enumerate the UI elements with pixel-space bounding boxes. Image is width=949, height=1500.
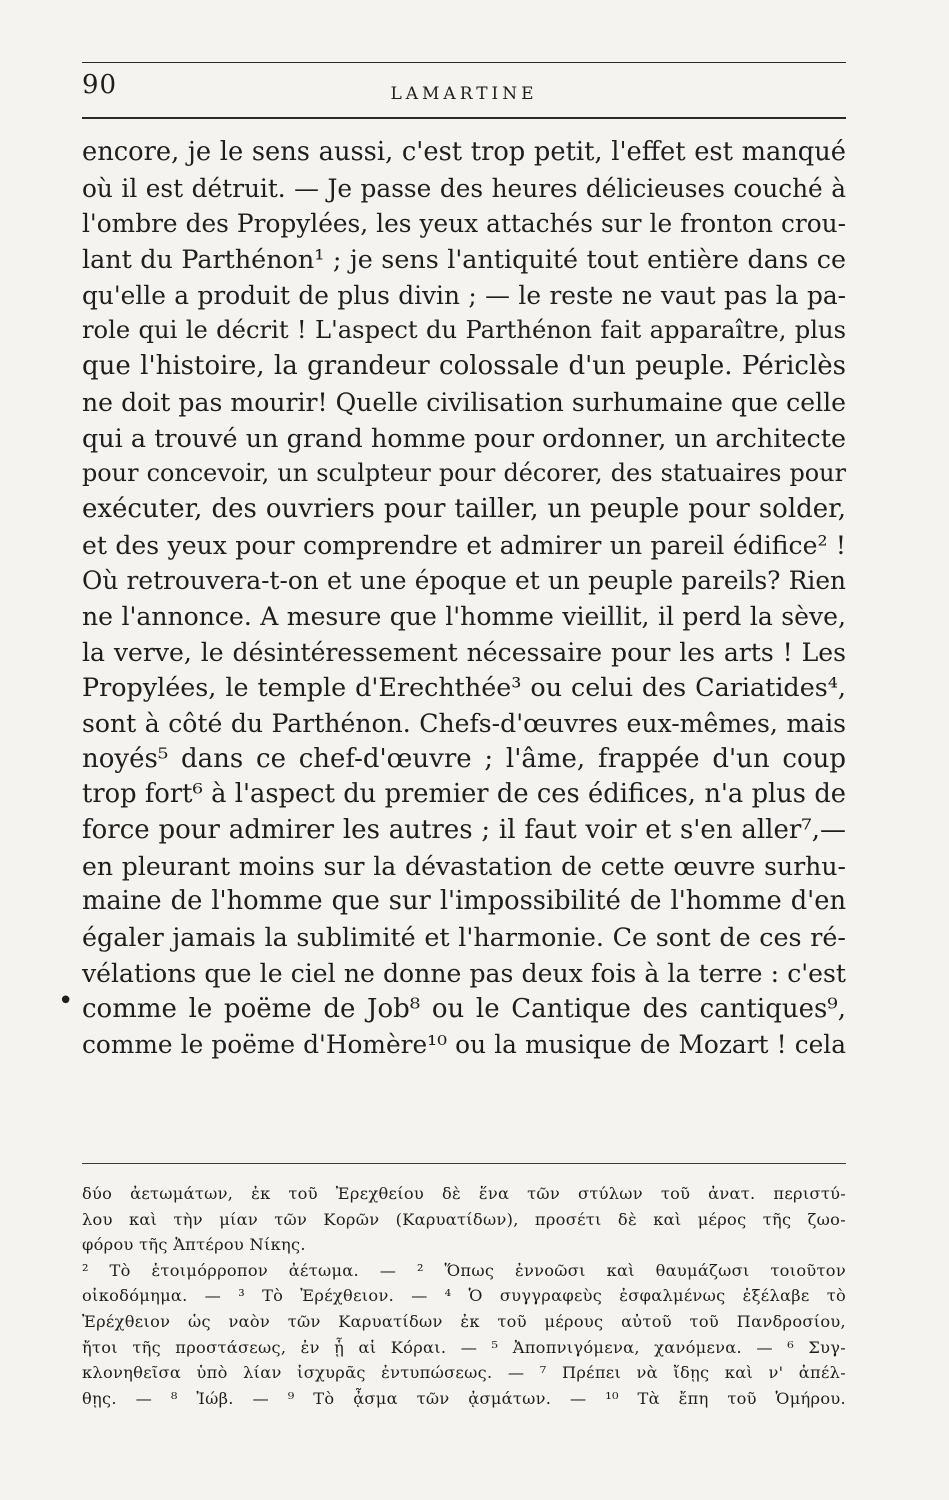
- body-line: Où retrouvera-t-on et une époque et un peuple pareils? Rien: [82, 566, 846, 596]
- page-number: 90: [82, 70, 118, 100]
- body-line: sont à côté du Parthénon. Chefs-d'œuvres eux-mêmes, mais: [82, 709, 846, 738]
- body-line: role qui le décrit ! L'aspect du Parthénon fait apparaître, plus: [82, 316, 846, 345]
- body-line: force pour admirer les autres ; il faut voir et s'en aller⁷,—: [82, 815, 846, 846]
- footnote-line: λου καὶ τὴν μίαν τῶν Κορῶν (Καρυατίδων), προσέτι δὲ καὶ μέρος τῆς ζωο-: [82, 1209, 846, 1229]
- body-line: Propylées, le temple d'Erechthée³ ou celui des Cariatides⁴,: [82, 672, 846, 703]
- body-line: vélations que le ciel ne donne pas deux fois à la terre : c'est: [82, 958, 846, 988]
- footnote-line: δύο ἀετωμάτων, ἐκ τοῦ Ἐρεχθείου δὲ ἕνα τῶν στύλων τοῦ ἀνατ. περιστύ-: [82, 1184, 846, 1203]
- body-line: qu'elle a produit de plus divin ; — le reste ne vaut pas la pa-: [82, 280, 846, 310]
- footnote-line: κλονηθεῖσα ὑπὸ λίαν ἰσχυρᾶς ἐντυπώσεως. — ⁷ Πρέπει νὰ ἴδῃς καὶ ν' ἀπέλ-: [82, 1363, 846, 1383]
- page-header: [82, 62, 846, 118]
- body-line: comme le poëme de Job⁸ ou le Cantique des cantiques⁹,: [82, 993, 846, 1024]
- body-line: noyés⁵ dans ce chef-d'œuvre ; l'âme, frappée d'un coup: [82, 743, 846, 774]
- body-line: la verve, le désintéressement nécessaire pour les arts ! Les: [82, 637, 846, 667]
- body-line: qui a trouvé un grand homme pour ordonner, un architecte: [82, 422, 846, 453]
- header-rule-bottom: [82, 117, 846, 119]
- body-line: ne l'annonce. A mesure que l'homme vieillit, il perd la sève,: [82, 601, 846, 631]
- body-line: trop fort⁶ à l'aspect du premier de ces édifices, n'a plus de: [82, 779, 846, 810]
- body-line: l'ombre des Propylées, les yeux attachés sur le fronton crou-: [82, 209, 846, 239]
- footnote-line: οἰκοδόμημα. — ³ Τὸ Ἐρέχθειον. — ⁴ Ὁ συγγραφεὺς ἐσφαλμένως ἐξέλαβε τὸ: [82, 1286, 846, 1306]
- footnote-line: θῃς. — ⁸ Ἰώβ. — ⁹ Τὸ ᾆσμα τῶν ᾀσμάτων. — ¹⁰ Τὰ ἔπη τοῦ Ὁμήρου.: [82, 1388, 846, 1408]
- body-line: pour concevoir, un sculpteur pour décorer, des statuaires pour: [82, 459, 846, 488]
- margin-mark: •: [58, 986, 74, 1016]
- body-line: maine de l'homme que sur l'impossibilité de l'homme d'en: [82, 886, 846, 917]
- body-line: exécuter, des ouvriers pour tailler, un peuple pour solder,: [82, 493, 846, 524]
- footnote-rule: [82, 1163, 846, 1164]
- running-title: LAMARTINE: [390, 84, 538, 104]
- footnote-line: ² Τὸ ἑτοιμόρροπον ἀέτωμα. — ² Ὅπως ἐννοῶσι καὶ θαυμάζωσι τοιοῦτον: [82, 1260, 846, 1280]
- body-line: encore, je le sens aussi, c'est trop petit, l'effet est manqué: [82, 137, 846, 167]
- body-text: [82, 135, 846, 1063]
- body-line: en pleurant moins sur la dévastation de cette œuvre surhu-: [82, 851, 846, 881]
- header-rule-top: [82, 62, 846, 63]
- body-line: égaler jamais la sublimité et l'harmonie. Ce sont de ces ré-: [82, 922, 846, 953]
- body-line: où il est détruit. — Je passe des heures délicieuses couché à: [82, 173, 846, 203]
- footnotes: [82, 1181, 846, 1411]
- body-line: que l'histoire, la grandeur colossale d'un peuple. Périclès: [82, 351, 846, 382]
- body-line: ne doit pas mourir! Quelle civilisation surhumaine que celle: [82, 387, 846, 417]
- body-line: lant du Parthénon¹ ; je sens l'antiquité tout entière dans ce: [82, 244, 846, 275]
- body-line: et des yeux pour comprendre et admirer un pareil édifice² !: [82, 530, 846, 560]
- footnote-line: ἤτοι τῆς προστάσεως, ἐν ᾗ αἱ Κόραι. — ⁵ Ἀποπνιγόμενα, χανόμενα. — ⁶ Συγ-: [82, 1337, 846, 1357]
- footnote-line: Ἐρέχθειον ὡς ναὸν τῶν Καρυατίδων ἐκ τοῦ μέρους αὐτοῦ τοῦ Πανδροσίου,: [82, 1311, 846, 1331]
- footnote-line: φόρου τῆς Ἀπτέρου Νίκης.: [82, 1235, 306, 1255]
- body-line: comme le poëme d'Homère¹⁰ ou la musique de Mozart ! cela: [82, 1030, 846, 1060]
